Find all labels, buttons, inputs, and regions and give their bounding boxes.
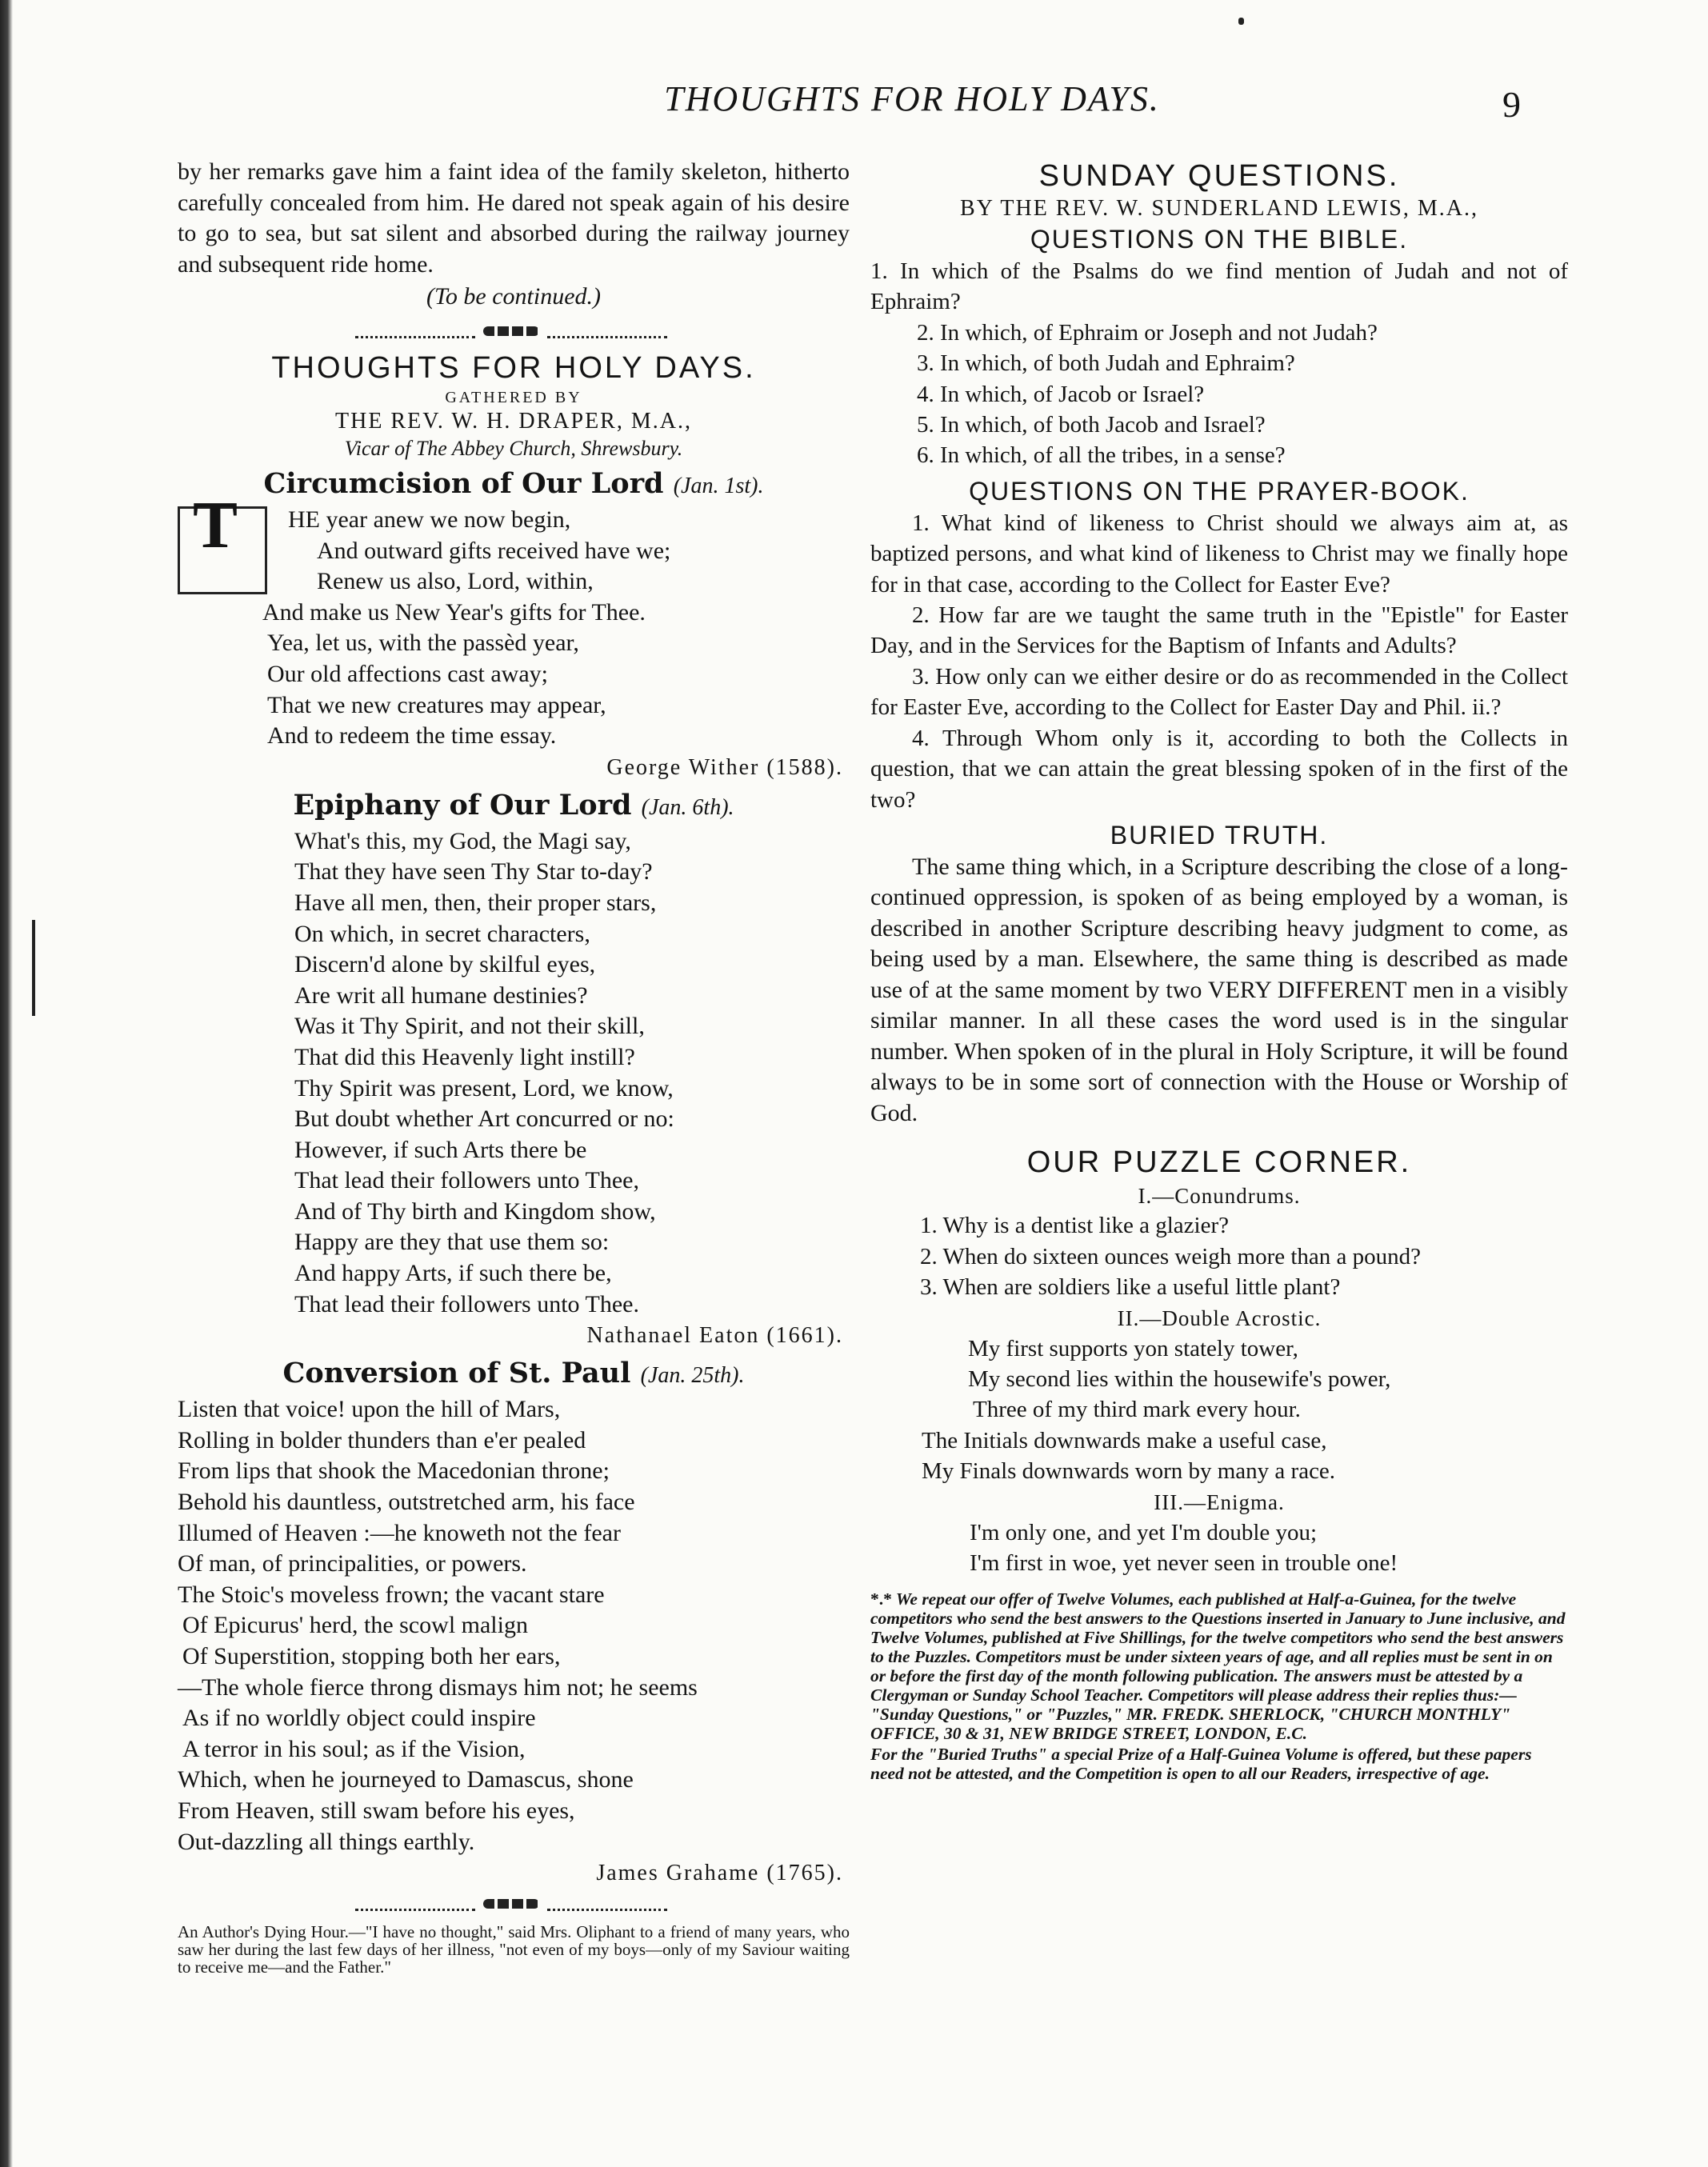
to-be-continued-note: (To be continued.): [426, 283, 602, 310]
continued-story-text: by her remarks gave him a faint idea of the family skeleton, hitherto carefully concealed from him. He dared not speak again of his desire to go to sea, but sat silent and absorbed during the railway journey and subsequent ride home.: [178, 158, 850, 278]
prayerbook-questions-heading: QUESTIONS ON THE PRAYER-BOOK.: [969, 476, 1470, 506]
question-item: 5. In which, of both Jacob and Israel?: [917, 412, 1266, 438]
acrostic-heading: II.—Double Acrostic.: [1117, 1305, 1322, 1330]
feast-title: Conversion of St. Paul: [282, 1357, 631, 1390]
question-item: 4. Through Whom only is it, according to both the Collects in question, that we can attain the great blessing spoken of in the first of the two?: [870, 725, 1568, 813]
poem-attribution: James Grahame (1765).: [596, 1861, 843, 1886]
feast-date: (Jan. 6th).: [641, 794, 734, 820]
poem-line: From Heaven, still swam before his eyes,: [178, 1797, 575, 1824]
prayerbook-questions-list: [870, 508, 1568, 815]
acrostic-line: My second lies within the housewife's power,: [968, 1366, 1391, 1393]
drop-capital: T: [178, 506, 267, 594]
poem-line: And to redeem the time essay.: [267, 722, 557, 750]
poem-line: And happy Arts, if such there be,: [294, 1260, 612, 1287]
poem-line: However, if such Arts there be: [294, 1136, 587, 1163]
poem-epiphany: [294, 826, 850, 1321]
question-item: 3. In which, of both Judah and Ephraim?: [917, 350, 1295, 377]
poem-line: Which, when he journeyed to Damascus, shone: [178, 1766, 634, 1793]
poem-line: And outward gifts received have we;: [317, 537, 671, 564]
binding-edge: [0, 0, 13, 2167]
poem-circumcision: [193, 488, 850, 752]
poem-line: That we new creatures may appear,: [267, 691, 606, 718]
acrostic-verse: [968, 1333, 1568, 1425]
poem-line: Have all men, then, their proper stars,: [294, 889, 657, 916]
competition-notice: [870, 1589, 1568, 1783]
section-ornament: [178, 322, 850, 344]
enigma-line: I'm first in woe, yet never seen in trouble one!: [970, 1550, 1398, 1577]
enigma-verse: [970, 1517, 1568, 1579]
right-column: [870, 157, 1568, 1783]
author-anecdote: An Author's Dying Hour.—"I have no thought," said Mrs. Oliphant to a friend of many years, who saw her during the last few days of her illness, "not even of my boys—only of my Saviour waiting to receive me—and the Father.": [178, 1922, 850, 1977]
feast-date: (Jan. 1st).: [673, 474, 764, 498]
poem-line: That they have seen Thy Star to-day?: [294, 858, 653, 886]
poem-line: Our old affections cast away;: [267, 660, 548, 687]
running-title: THOUGHTS FOR HOLY DAYS.: [664, 79, 1160, 118]
left-column: [178, 157, 850, 1976]
buried-truth-text: The same thing which, in a Scripture describing the close of a long-continued oppression, is spoken of as being employed by a woman, is described in another Scripture describing heavy judgment to come, as being used by a man. Elsewhere, the same thing is described as made use of at the same moment by two VERY DIFFERENT men in a visibly similar manner. In all these cases the word used is in the singular number. When spoken of in the plural in Holy Scripture, it will be found always to be in some sort of connection with the House or Worship of God.: [870, 853, 1568, 1126]
poem-line: Happy are they that use them so:: [294, 1229, 610, 1256]
margin-mark: [32, 920, 35, 1016]
question-item: 6. In which, of all the tribes, in a sense?: [917, 442, 1286, 469]
poem-line: And of Thy birth and Kingdom show,: [294, 1197, 656, 1225]
feast-date: (Jan. 25th).: [640, 1363, 745, 1389]
poem-line: What's this, my God, the Magi say,: [294, 827, 631, 854]
question-item: 1. In which of the Psalms do we find mention of Judah and not of Ephraim?: [870, 258, 1568, 315]
buried-truth-heading: BURIED TRUTH.: [1110, 820, 1329, 850]
bible-questions-heading: QUESTIONS ON THE BIBLE.: [1030, 225, 1409, 254]
poem-line: Listen that voice! upon the hill of Mars,: [178, 1396, 561, 1423]
poem-line: A terror in his soul; as if the Vision,: [182, 1735, 526, 1762]
poem-line: Of Superstition, stopping both her ears,: [182, 1643, 561, 1669]
acrostic-line: The Initials downwards make a useful case,: [922, 1427, 1327, 1453]
feast-heading-epiphany: [178, 787, 850, 826]
poem-line: That lead their followers unto Thee.: [294, 1290, 639, 1317]
question-item: 4. In which, of Jacob or Israel?: [917, 381, 1205, 407]
poem-line: And make us New Year's gifts for Thee.: [262, 598, 646, 626]
acrostic-conclusion: [922, 1425, 1568, 1487]
poem-attribution: Nathanael Eaton (1661).: [586, 1323, 843, 1349]
poem-line: Are writ all humane destinies?: [294, 982, 588, 1009]
poem-line: But doubt whether Art concurred or no:: [294, 1105, 674, 1133]
questions-byline: BY THE REV. W. SUNDERLAND LEWIS, M.A.,: [960, 196, 1478, 221]
poem-line: Yea, let us, with the passèd year,: [267, 630, 579, 657]
poem-line: Discern'd alone by skilful eyes,: [294, 951, 596, 978]
ink-speck: [1238, 18, 1244, 25]
feast-heading-circumcision: [178, 466, 850, 505]
sunday-questions-title: SUNDAY QUESTIONS.: [1038, 159, 1400, 193]
feast-heading-conversion: [178, 1355, 850, 1394]
competition-notice-text: We repeat our offer of Twelve Volumes, each published at Half-a-Guinea, for the twelve competitors who send the best answers to the Questions inserted in January to June inclusive, and Twelve Volumes, published at Five Shillings, for the twelve competitors who send the best answers to the Puzzles. Competitors must be under sixteen years of age, and all replies must be sent in on or before the first day of the month following publication. The answers must be attested by a Clergyman or Sunday School Teacher. Competitors will please address their replies thus:— "Sunday Questions," or "Puzzles," MR. FREDK. SHERLOCK, "CHURCH MONTHLY" OFFICE, 30 & 31, NEW BRIDGE STREET, LONDON, E.C.: [870, 1589, 1566, 1744]
poem-line: As if no worldly object could inspire: [182, 1705, 536, 1732]
poem-line: Illumed of Heaven :—he knoweth not the fear: [178, 1519, 621, 1546]
feast-title: Circumcision of Our Lord: [263, 467, 664, 500]
poem-line: Out-dazzling all things earthly.: [178, 1828, 475, 1855]
conundrum-item: 2. When do sixteen ounces weigh more than a pound?: [920, 1243, 1422, 1269]
question-item: 2. In which, of Ephraim or Joseph and not Judah?: [917, 319, 1378, 346]
gathered-by: GATHERED BY: [445, 389, 582, 406]
poem-line: From lips that shook the Macedonian throne;: [178, 1457, 610, 1485]
poem-line: Renew us also, Lord, within,: [317, 568, 594, 595]
poem-line: Behold his dauntless, outstretched arm, his face: [178, 1489, 635, 1516]
section-title: THOUGHTS FOR HOLY DAYS.: [271, 351, 756, 385]
page-number: 9: [1502, 84, 1521, 125]
question-item: 1. What kind of likeness to Christ should we always aim at, as baptized persons, and what kind of likeness to Christ may we finally hope for in that case, according to the Collect for Easter Eve?: [870, 510, 1568, 598]
conundrums-list: [920, 1210, 1568, 1302]
buried-truth-prize-notice: For the "Buried Truths" a special Prize of a Half-Guinea Volume is offered, but these papers need not be attested, and the Competition is open to all our Readers, irrespective of age.: [870, 1745, 1532, 1784]
conundrum-item: 1. Why is a dentist like a glazier?: [920, 1213, 1230, 1239]
poem-line: Rolling in bolder thunders than e'er pealed: [178, 1426, 586, 1453]
poem-line: Of Epicurus' herd, the scowl malign: [182, 1612, 528, 1639]
author-office: Vicar of The Abbey Church, Shrewsbury.: [344, 437, 683, 460]
poem-line: Of man, of principalities, or powers.: [178, 1550, 527, 1577]
poem-line: Was it Thy Spirit, and not their skill,: [294, 1013, 645, 1040]
acrostic-line: My Finals downwards worn by many a race.: [922, 1458, 1336, 1485]
poem-attribution: George Wither (1588).: [606, 754, 843, 780]
puzzle-corner-title: OUR PUZZLE CORNER.: [1026, 1145, 1412, 1180]
conundrum-item: 3. When are soldiers like a useful little plant?: [920, 1274, 1341, 1301]
acrostic-line: My first supports yon stately tower,: [968, 1335, 1298, 1361]
enigma-heading: III.—Enigma.: [1154, 1489, 1285, 1514]
poem-line: The Stoic's moveless frown; the vacant stare: [178, 1581, 605, 1608]
feast-title: Epiphany of Our Lord: [293, 788, 632, 822]
poem-line: Thy Spirit was present, Lord, we know,: [294, 1074, 674, 1101]
question-item: 2. How far are we taught the same truth in the "Epistle" for Easter Day, and in the Services for the Baptism of Infants and Adults?: [870, 602, 1568, 659]
poem-line: HE year anew we now begin,: [288, 506, 571, 533]
poem-line: —The whole fierce throng dismays him not; he seems: [178, 1673, 698, 1701]
section-ornament: [178, 1894, 850, 1917]
acrostic-line: Three of my third mark every hour.: [973, 1397, 1301, 1423]
poem-line: That did this Heavenly light instill?: [294, 1043, 635, 1070]
enigma-line: I'm only one, and yet I'm double you;: [970, 1519, 1318, 1545]
poem-line: On which, in secret characters,: [294, 920, 590, 947]
bible-questions-list: [870, 256, 1568, 471]
question-item: 3. How only can we either desire or do as recommended in the Collect for Easter Eve, according to the Collect for Easter Day and Phil. ii.?: [870, 663, 1568, 721]
author-name: THE REV. W. H. DRAPER, M.A.,: [335, 409, 692, 434]
poem-conversion: [178, 1394, 850, 1857]
poem-line: That lead their followers unto Thee,: [294, 1167, 639, 1194]
asterism-mark: *.*: [870, 1589, 892, 1609]
conundrums-heading: I.—Conundrums.: [1138, 1184, 1301, 1209]
